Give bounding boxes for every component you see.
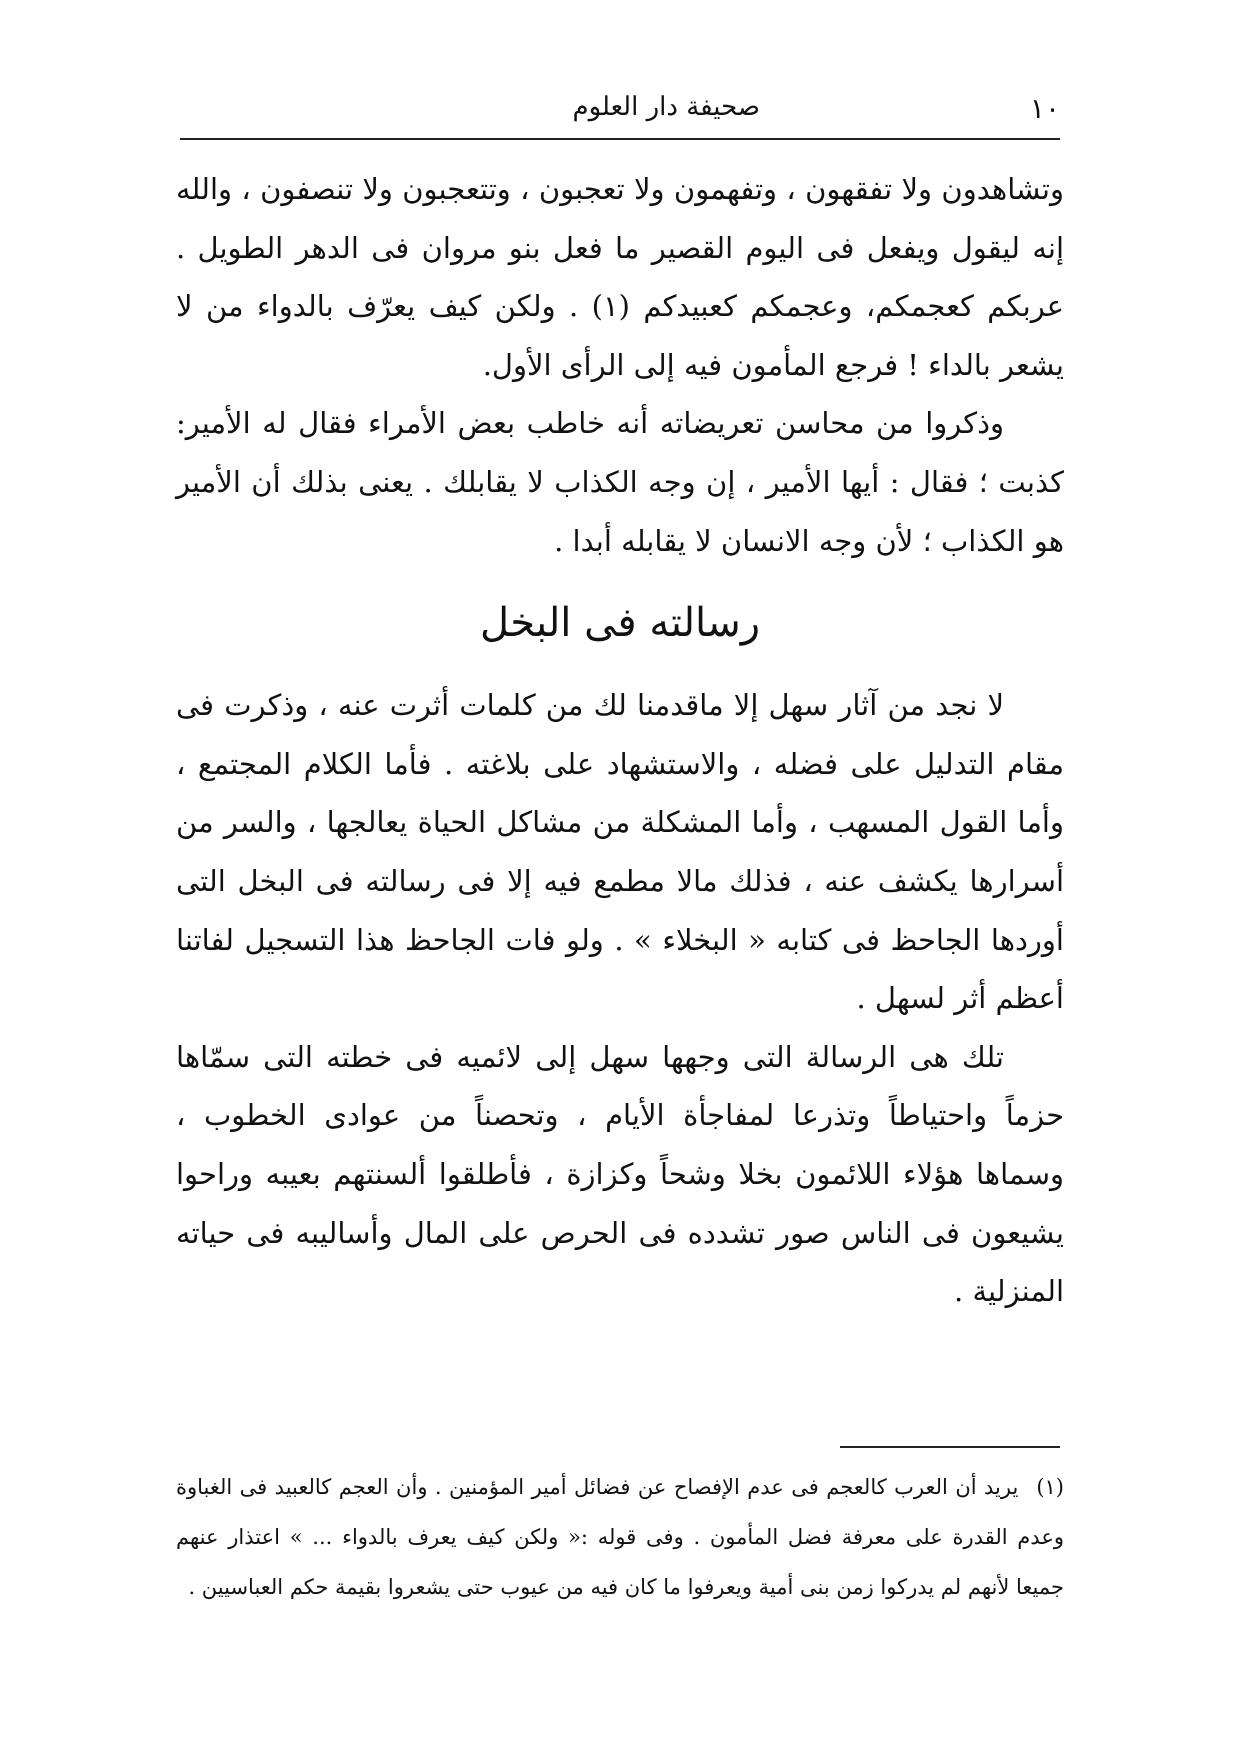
section-title: رسالته فى البخل (479, 600, 761, 647)
page-header (180, 92, 1060, 142)
paragraph-2: وذكروا من محاسن تعريضاته أنه خاطب بعض الأمراء فقال له الأمير: كذبت ؛ فقال : أيها الأمير ، إن وجه الكذاب لا يقابلك . يعنى بذلك أن الأمير هو الكذاب ؛ لأن وجه الانسان لا يقابله أبدا . (176, 406, 1064, 558)
paragraph-1: وتشاهدون ولا تفقهون ، وتفهمون ولا تعجبون ، وتتعجبون ولا تنصفون ، والله إنه ليقول ويفعل فى اليوم القصير ما فعل بنو مروان فى الدهر الطويل . عربكم كعجمكم، وعجمكم كعبيدكم (١) . ولكن كيف يعرّف بالدواء من لا يشعر بالداء ! فرجع المأمون فيه إلى الرأى الأول. (176, 172, 1064, 382)
main-text (176, 160, 1064, 1321)
footnote-rule (840, 1446, 1060, 1448)
running-title: صحيفة دار العلوم (572, 92, 760, 122)
footnote-marker: (١) (1036, 1475, 1064, 1499)
footnotes (176, 1462, 1064, 1612)
paragraph-4: تلك هى الرسالة التى وجهها سهل إلى لائميه فى خطته التى سمّاها حزماً واحتياطاً وتذرعا لمفاجأة الأيام ، وتحصناً من عوادى الخطوب ، وسماها هؤلاء اللائمون بخلا وشحاً وكزازة ، فأطلقوا ألسنتهم بعيبه وراحوا يشيعون فى الناس صور تشدده فى الحرص على المال وأساليبه فى حياته المنزلية . (176, 1039, 1064, 1309)
footnote-text: يريد أن العرب كالعجم فى عدم الإفصاح عن فضائل أمير المؤمنين . وأن العجم كالعبيد فى الغباوة وعدم القدرة على معرفة فضل المأمون . وفى قوله :« ولكن كيف يعرف بالدواء ... » اعتذار عنهم جميعا لأنهم لم يدركوا زمن بنى أمية ويعرفوا ما كان فيه من عيوب حتى يشعروا بقيمة حكم العباسيين . (176, 1475, 1064, 1599)
header-rule (180, 138, 1060, 140)
paragraph-3: لا نجد من آثار سهل إلا ماقدمنا لك من كلمات أثرت عنه ، وذكرت فى مقام التدليل على فضله ، والاستشهاد على بلاغته . فأما الكلام المجتمع ، وأما القول المسهب ، وأما المشكلة من مشاكل الحياة يعالجها ، والسر من أسرارها يكشف عنه ، فذلك مالا مطمع فيه إلا فى رسالته فى البخل التى أوردها الجاحظ فى كتابه « البخلاء » . ولو فات الجاحظ هذا التسجيل لفاتنا أعظم أثر لسهل . (176, 688, 1064, 1016)
footnote-1 (176, 1462, 1064, 1612)
page-number: ١٠ (1029, 92, 1060, 125)
